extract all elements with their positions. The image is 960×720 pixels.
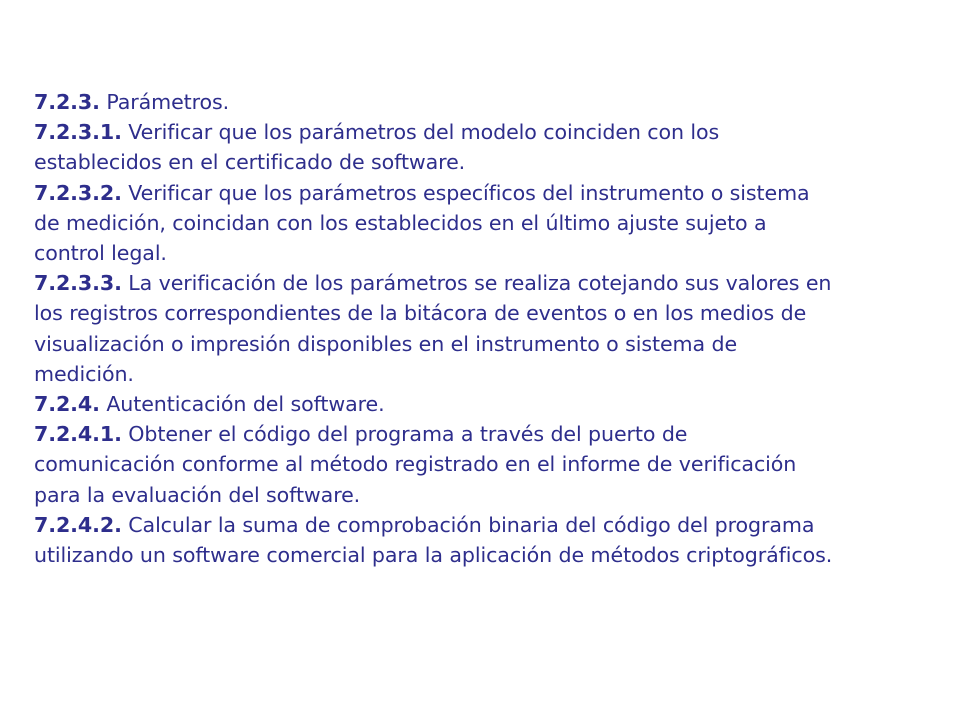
section-number: 7.2.4.2. — [34, 512, 122, 537]
section-line: los registros correspondientes de la bitácora de eventos o en los medios de — [34, 301, 807, 326]
section-line: utilizando un software comercial para la aplicación de métodos criptográficos. — [34, 543, 833, 568]
section-line: Verificar que los parámetros específicos del instrumento o sistema — [128, 180, 810, 205]
section-line: control legal. — [34, 241, 167, 266]
section-line: Obtener el código del programa a través del puerto de — [128, 422, 688, 447]
section-line: de medición, coincidan con los establecidos en el último ajuste sujeto a — [34, 210, 767, 235]
section-7-2-3-2 — [34, 178, 954, 269]
section-line: medición. — [34, 361, 134, 386]
section-line: Calcular la suma de comprobación binaria del código del programa — [128, 512, 815, 537]
section-number: 7.2.3.3. — [34, 271, 122, 296]
section-number: 7.2.3.1. — [34, 120, 122, 145]
document-text — [34, 87, 954, 570]
section-7-2-4-2 — [34, 510, 954, 570]
section-line: Parámetros. — [106, 90, 230, 114]
section-number: 7.2.3.2. — [34, 180, 122, 205]
section-7-2-4-1 — [34, 419, 954, 510]
section-line: comunicación conforme al método registrado en el informe de verificación — [34, 452, 797, 477]
section-line: para la evaluación del software. — [34, 482, 361, 507]
section-number: 7.2.3. — [34, 90, 100, 114]
section-number: 7.2.4.1. — [34, 422, 122, 447]
section-7-2-4 — [34, 389, 954, 419]
section-line: visualización o impresión disponibles en el instrumento o sistema de — [34, 331, 738, 356]
section-line: La verificación de los parámetros se realiza cotejando sus valores en — [128, 271, 832, 296]
section-line: Verificar que los parámetros del modelo coinciden con los — [128, 120, 720, 145]
section-line: establecidos en el certificado de software. — [34, 150, 466, 175]
section-7-2-3-3 — [34, 268, 954, 389]
section-number: 7.2.4. — [34, 392, 100, 417]
section-7-2-3-1 — [34, 117, 954, 177]
section-7-2-3 — [34, 87, 954, 117]
section-line: Autenticación del software. — [106, 392, 385, 417]
